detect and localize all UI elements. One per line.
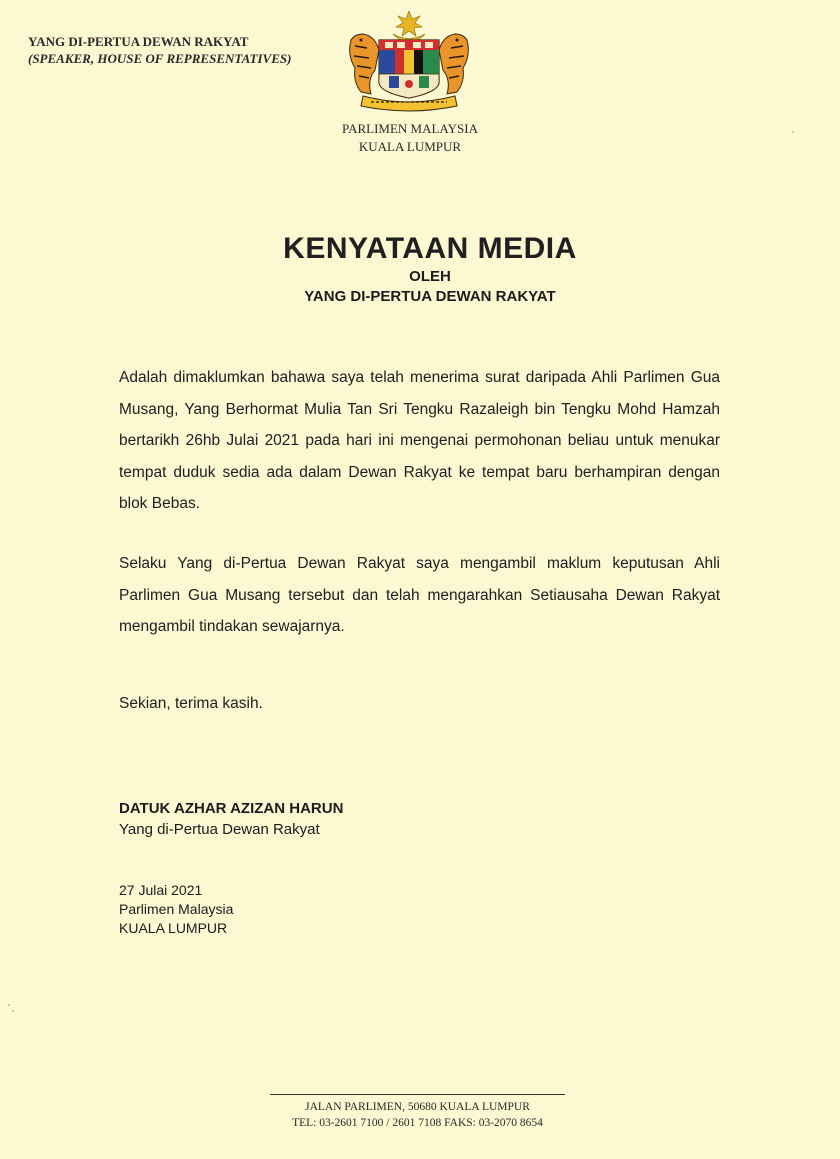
parliament-city: KUALA LUMPUR xyxy=(358,139,462,154)
heading-block xyxy=(180,231,680,307)
body-paragraph-3: Sekian, terima kasih. xyxy=(119,695,263,712)
paper-speck xyxy=(12,1010,14,1012)
footer-contact: TEL: 03-2601 7100 / 2601 7108 FAKS: 03-2070 8654 xyxy=(292,1117,543,1129)
body-paragraph-1: Adalah dimaklumkan bahawa saya telah menerima surat daripada Ahli Parlimen Gua Musang, Yang Berhormat Mulia Tan Sri Tengku Razaleigh bin Tengku Mohd Hamzah bertarikh 26hb Julai 2021 pada hari ini mengenai permohonan beliau untuk menukar tempat duduk sedia ada dalam Dewan Rakyat ke tempat baru berhampiran dengan blok Bebas. xyxy=(119,369,720,512)
heading-by: OLEH xyxy=(409,268,451,285)
coat-of-arms-icon xyxy=(345,10,473,114)
statement-place-1: Parlimen Malaysia xyxy=(119,901,234,917)
star-icon xyxy=(396,11,422,36)
signatory-name: DATUK AZHAR AZIZAN HARUN xyxy=(119,800,344,817)
parliament-address xyxy=(300,120,520,156)
signature-block xyxy=(119,798,343,840)
paper-speck xyxy=(792,131,794,133)
statement-place-2: KUALA LUMPUR xyxy=(119,920,228,936)
right-tiger-icon xyxy=(439,34,468,94)
heading-by-name: YANG DI-PERTUA DEWAN RAKYAT xyxy=(304,288,556,305)
statement-date: 27 Julai 2021 xyxy=(119,882,203,898)
footer-address: JALAN PARLIMEN, 50680 KUALA LUMPUR xyxy=(305,1101,530,1113)
paper-speck xyxy=(8,1004,10,1006)
office-header xyxy=(28,33,291,67)
shield-icon xyxy=(379,40,439,98)
parliament-name: PARLIMEN MALAYSIA xyxy=(342,121,478,136)
body-paragraph-2: Selaku Yang di-Pertua Dewan Rakyat saya mengambil maklum keputusan Ahli Parlimen Gua Musang tersebut dan telah mengarahkan Setiausaha Dewan Rakyat mengambil tindakan sewajarnya. xyxy=(119,555,720,635)
left-tiger-icon xyxy=(350,34,379,94)
date-block xyxy=(119,881,233,938)
footer xyxy=(270,1094,565,1131)
document-title: KENYATAAN MEDIA xyxy=(283,232,577,265)
signatory-position: Yang di-Pertua Dewan Rakyat xyxy=(119,821,320,838)
office-subtitle: (SPEAKER, HOUSE OF REPRESENTATIVES) xyxy=(28,51,292,66)
office-title: YANG DI-PERTUA DEWAN RAKYAT xyxy=(28,34,249,49)
